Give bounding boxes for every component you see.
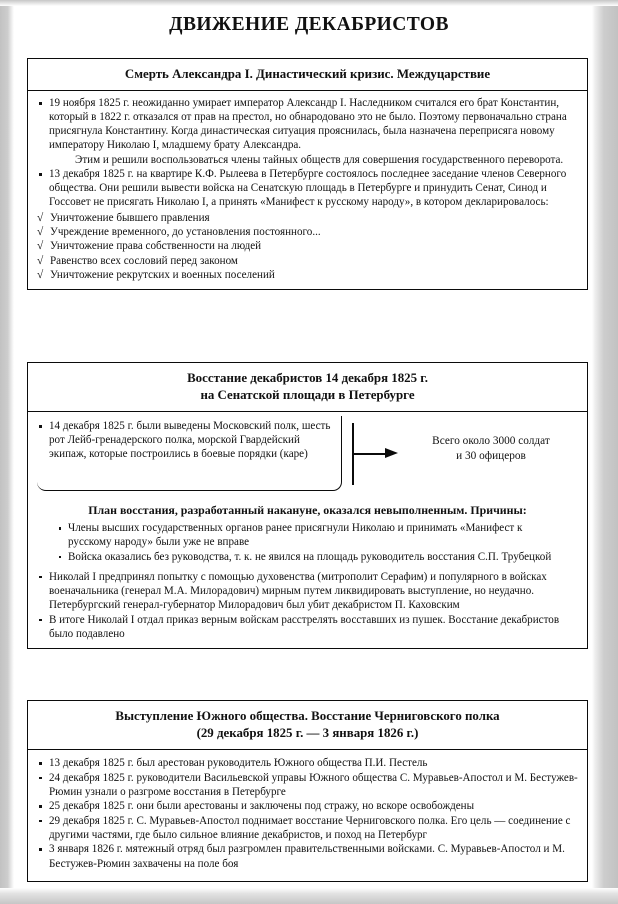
list-item	[37, 96, 578, 167]
scan-edge-top	[0, 0, 618, 6]
plan-subheader: План восстания, разработанный накануне, оказался невыполненным. Причины:	[88, 503, 527, 518]
section-southern-society	[27, 700, 588, 882]
forces-total-cell	[404, 416, 578, 491]
bullet-subparagraph: Этим и решили воспользоваться члены тайных обществ для совершения государственного переворота.	[75, 153, 564, 166]
manifesto-checklist	[37, 211, 578, 283]
list-item	[37, 814, 578, 842]
section-succession-crisis	[27, 58, 588, 290]
bullet-text: 29 декабря 1825 г. С. Муравьев-Апостол поднимает восстание Черниговского полка. Его цель — соединение с другими частями, где было сильное влияние декабристов, и поход на Петербург	[49, 814, 571, 841]
section-1-body	[28, 91, 587, 289]
section-3-header-line1: Выступление Южного общества. Восстание Черниговского полка	[115, 709, 500, 723]
bullet-text: 19 ноября 1825 г. неожиданно умирает император Александр I. Наследником считался его брат Константин, который в 1822 г. отказался от прав на престол, но обнародовано это не было. Поэтому первоначально страна присягнула Константину. Когда династическая ситуация прояснилась, была назначена переприсяга новому императору Николаю I, младшему брату Александра.	[49, 97, 567, 152]
list-item	[57, 521, 564, 549]
section-3-header	[28, 701, 587, 750]
section-1-bullet-list	[37, 96, 578, 210]
list-item	[37, 842, 578, 870]
section-2-header-line2: на Сенатской площади в Петербурге	[200, 388, 415, 403]
list-item	[37, 756, 578, 770]
check-icon: √	[37, 254, 44, 267]
reason-text: Члены высших государственных органов ранее присягнули Николаю и принимать «Манифест к русскому народу» были уже не вправе	[68, 522, 523, 549]
list-item	[37, 167, 578, 209]
bullet-text: 25 декабря 1825 г. они были арестованы и заключены под стражу, но вскоре освобождены	[49, 800, 475, 813]
list-item	[37, 268, 578, 282]
check-icon: √	[37, 240, 44, 253]
plan-reasons	[37, 521, 578, 564]
check-icon: √	[37, 225, 44, 238]
checklist-text: Уничтожение права собственности на людей	[50, 240, 262, 253]
checklist-text: Уничтожение рекрутских и военных поселений	[50, 268, 275, 281]
forces-text: 14 декабря 1825 г. были выведены Московский полк, шесть рот Лейб-гренадерского полка, морской Гвардейский экипаж, которые построились в боевые порядки (каре)	[49, 420, 331, 461]
arrow-head	[385, 448, 398, 458]
scan-edge-right	[592, 0, 618, 904]
page-title: ДВИЖЕНИЕ ДЕКАБРИСТОВ	[169, 14, 449, 35]
checklist-text: Учреждение временного, до установления постоянного...	[50, 225, 321, 238]
bullet-text: 13 декабря 1825 г. был арестован руководитель Южного общества П.И. Пестель	[49, 757, 428, 770]
forces-left-cell	[37, 416, 342, 491]
checklist-text: Равенство всех сословий перед законом	[50, 254, 238, 267]
forces-total-line1: Всего около 3000 солдат	[432, 434, 550, 447]
arrow-shaft	[354, 453, 388, 455]
list-item	[37, 771, 578, 799]
list-item	[57, 550, 564, 564]
scan-edge-left	[0, 0, 14, 904]
outcome-text: В итоге Николай I отдал приказ верным войскам расстрелять восставших из пушек. Восстание декабристов было подавлено	[49, 613, 560, 640]
section-2-header-line1: Восстание декабристов 14 декабря 1825 г.	[187, 371, 428, 385]
list-item	[37, 570, 578, 612]
list-item	[37, 239, 578, 253]
list-item	[37, 211, 578, 225]
forces-diagram	[37, 414, 578, 491]
reason-text: Войска оказались без руководства, т. к. не явился на площадь руководитель восстания С.П. Трубецкой	[68, 550, 552, 563]
list-item	[37, 613, 578, 641]
section-2-header	[28, 363, 587, 412]
section-3-header-line2: (29 декабря 1825 г. — 3 января 1826 г.)	[196, 726, 419, 741]
outcome-text: Николай I предпринял попытку с помощью духовенства (митрополит Серафим) и популярного в войсках военачальника (генерал М.А. Милорадович) мирным путем ликвидировать выступление, но неудачно. Петербургский генерал-губернатор Милорадович был убит декабристом П. Каховским	[49, 570, 547, 611]
section-3-body	[28, 750, 587, 881]
section-2-body	[28, 412, 587, 648]
outcome-list	[37, 570, 578, 641]
checklist-text: Уничтожение бывшего правления	[50, 211, 210, 224]
list-item	[37, 799, 578, 813]
uprising-outcome	[37, 570, 578, 641]
check-icon: √	[37, 211, 44, 224]
reasons-list	[57, 521, 564, 564]
arrow-container	[354, 416, 404, 491]
bullet-text: 24 декабря 1825 г. руководители Васильевской управы Южного общества С. Муравьев-Апостол и М. Бестужев-Рюмин узнали о разгроме восстания в Петербурге	[49, 771, 578, 798]
forces-total-line2: и 30 офицеров	[456, 449, 526, 462]
section-3-bullet-list	[37, 756, 578, 871]
check-icon: √	[37, 268, 44, 281]
scan-edge-bottom	[0, 888, 618, 904]
forces-list	[37, 419, 335, 461]
section-1-header: Смерть Александра I. Династический кризис. Междуцарствие	[28, 59, 587, 91]
bullet-text: 13 декабря 1825 г. на квартире К.Ф. Рылеева в Петербурге состоялось последнее заседание членов Северного общества. Они решили вывести войска на Сенатскую площадь в Петербурге и принудить Сенат, Синод и Госсовет не присягать Николаю I, а принять «Манифест к русскому народу», в котором декларировалось:	[49, 168, 567, 209]
bullet-text: 3 января 1826 г. мятежный отряд был разгромлен правительственными войсками. С. Муравьев-Апостол и М. Бестужев-Рюмин захвачены на поле боя	[49, 843, 565, 870]
list-item	[37, 225, 578, 239]
arrow-right-icon	[354, 448, 400, 460]
list-item	[37, 419, 335, 461]
list-item	[37, 254, 578, 268]
section-senate-square-uprising	[27, 362, 588, 649]
